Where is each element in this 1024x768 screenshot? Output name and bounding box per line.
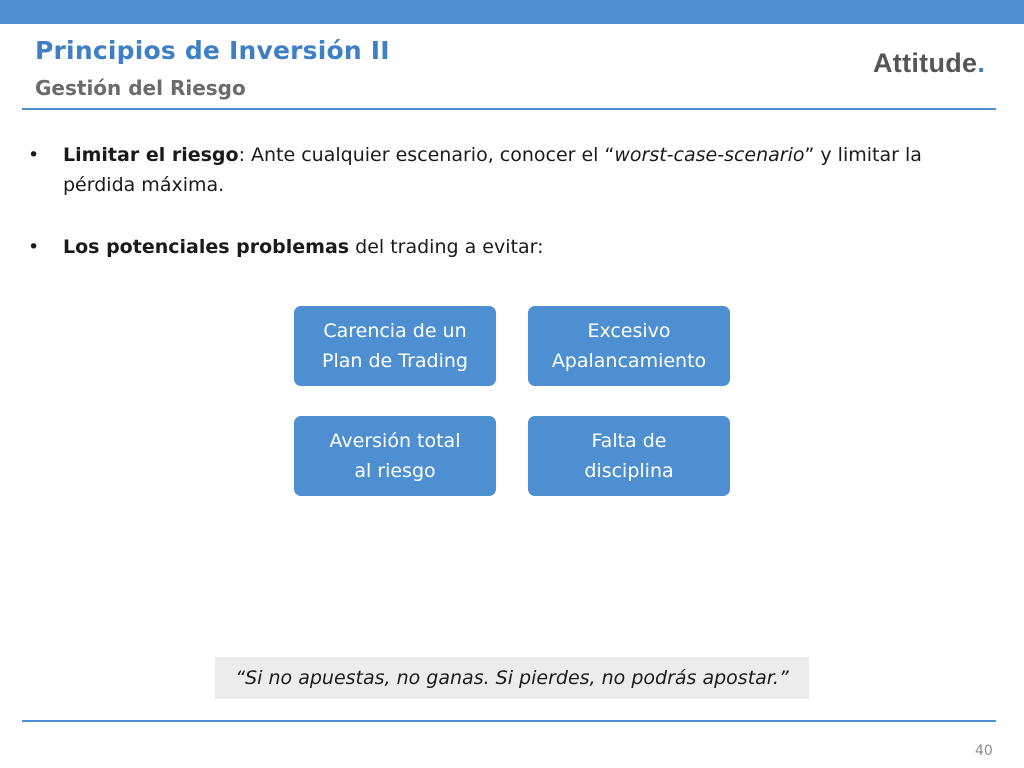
problem-line: disciplina: [584, 460, 674, 482]
problem-line: Plan de Trading: [322, 350, 468, 372]
problem-line: Apalancamiento: [551, 350, 707, 372]
footer-divider: [22, 720, 996, 722]
problem-box-label: [330, 426, 461, 486]
header-divider: [22, 108, 996, 110]
problem-box-label: [322, 316, 468, 376]
bullet-mark: •: [28, 144, 40, 166]
problem-line: Falta de: [591, 430, 667, 452]
slide-title: Principios de Inversión II: [35, 36, 390, 65]
bullet-text-part: ” y limitar la pérdida máxima.: [63, 144, 922, 196]
page-number: 40: [975, 743, 993, 759]
attitude-logo: [873, 48, 985, 79]
problem-line: Carencia de un: [323, 320, 467, 342]
problem-box-label: [552, 316, 706, 376]
problem-box-lack-of-plan: [294, 306, 496, 386]
top-accent-bar: [0, 0, 1024, 24]
bullet-text-part: del trading a evitar:: [349, 236, 544, 258]
bullet-bold: Los potenciales problemas: [63, 236, 350, 258]
logo-text: Attitude: [873, 48, 978, 78]
bullet-potential-problems: [28, 232, 968, 262]
problem-box-label: [584, 426, 673, 486]
bullet-mark: •: [28, 236, 40, 258]
bullet-text: [63, 232, 968, 262]
bullet-italic: worst-case-scenario: [614, 144, 805, 166]
slide-subtitle: Gestión del Riesgo: [35, 76, 246, 100]
quote-box: “Si no apuestas, no ganas. Si pierdes, no podrás apostar.”: [215, 657, 809, 699]
bullet-bold: Limitar el riesgo: [63, 144, 239, 166]
bullet-text: [63, 140, 968, 200]
bullet-limit-risk: [28, 140, 968, 200]
problem-line: Aversión total: [329, 430, 461, 452]
problem-line: Excesivo: [587, 320, 671, 342]
problem-box-risk-aversion: [294, 416, 496, 496]
problem-box-excessive-leverage: [528, 306, 730, 386]
bullet-text-part: : Ante cualquier escenario, conocer el “: [238, 144, 615, 166]
problem-box-lack-of-discipline: [528, 416, 730, 496]
problem-line: al riesgo: [354, 460, 436, 482]
logo-dot: .: [977, 48, 986, 78]
